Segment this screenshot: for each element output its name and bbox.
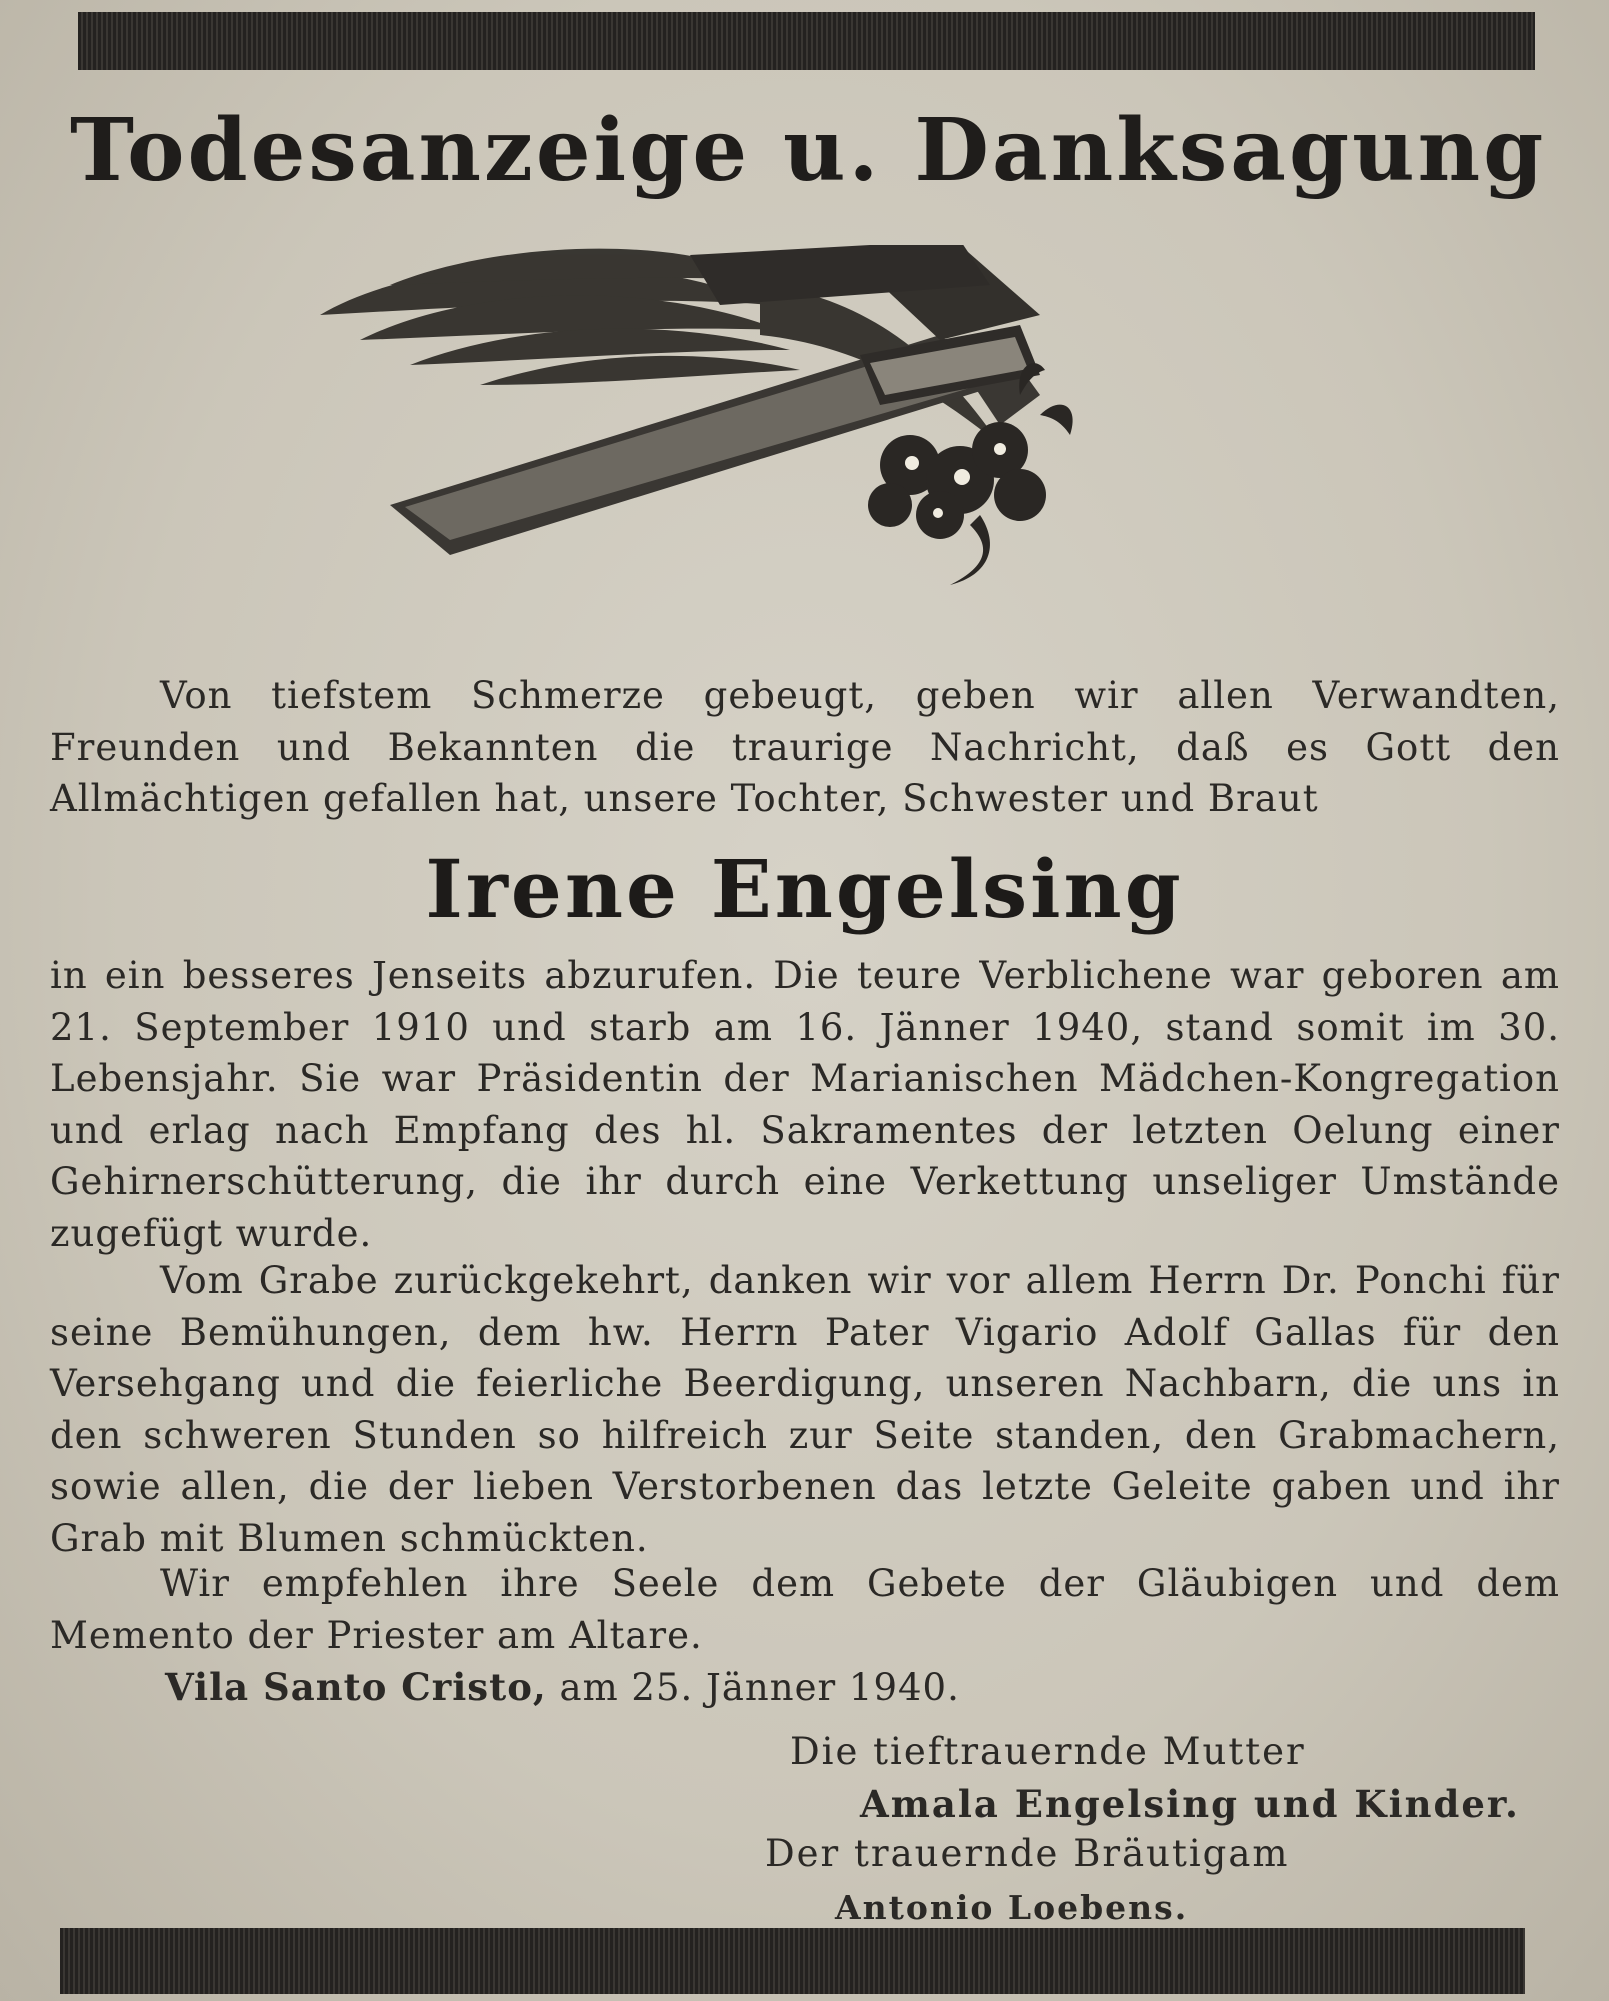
notice-headline: Todesanzeige u. Danksagung — [70, 100, 1547, 201]
intro-paragraph — [50, 670, 1560, 825]
deceased-name: Irene Engelsing — [425, 842, 1184, 936]
mother-name: Amala Engelsing und Kinder. — [860, 1782, 1520, 1826]
groom-label: Der trauernde Bräutigam — [765, 1832, 1290, 1875]
body-paragraph: in ein besseres Jenseits abzurufen. Die teure Verblichene war geboren am 21. September 1910 und starb am 16. Jänner 1940, stand somit im 30. Lebensjahr. Sie war Präsidentin der Marianischen Mädchen-Kongregation und erlag nach Empfang des hl. Sakramentes der letzten Oelung einer Gehirnerschütterung, die ihr durch eine Verkettung unseliger Umstände zugefügt wurde. — [50, 954, 1560, 1255]
groom-name: Antonio Loebens. — [835, 1888, 1189, 1927]
intro-text: Von tiefstem Schmerze gebeugt, geben wir allen Verwandten, Freunden und Bekannten die traurige Nachricht, daß es Gott den Allmächtigen gefallen hat, unsere Tochter, Schwester und Braut — [50, 674, 1560, 820]
bottom-border-rule — [60, 1928, 1525, 1994]
closing-text: Wir empfehlen ihre Seele dem Gebete der Gläubigen und dem Memento der Priester am Altare. — [50, 1562, 1560, 1657]
mother-label: Die tieftrauernde Mutter — [790, 1730, 1306, 1773]
place-name: Vila Santo Cristo, — [165, 1665, 547, 1709]
top-border-rule — [78, 12, 1535, 70]
closing-paragraph — [50, 1558, 1560, 1661]
thanks-text: Vom Grabe zurückgekehrt, danken wir vor allem Herrn Dr. Ponchi für seine Bemühungen, dem hw. Herrn Pater Vigario Adolf Gallas für den Versehgang und die feierliche Beerdigung, unseren Nachbarn, die uns in den schweren Stunden so hilfreich zur Seite standen, den Grabmachern, sowie allen, die der lieben Verstorbenen das letzte Geleite gaben und ihr Grab mit Blumen schmückten. — [50, 1259, 1560, 1560]
notice-date: am 25. Jänner 1940. — [559, 1666, 960, 1709]
thanks-paragraph — [50, 1255, 1560, 1564]
cross-with-palm-and-flowers-icon — [300, 245, 1350, 665]
place-and-date — [165, 1665, 960, 1709]
